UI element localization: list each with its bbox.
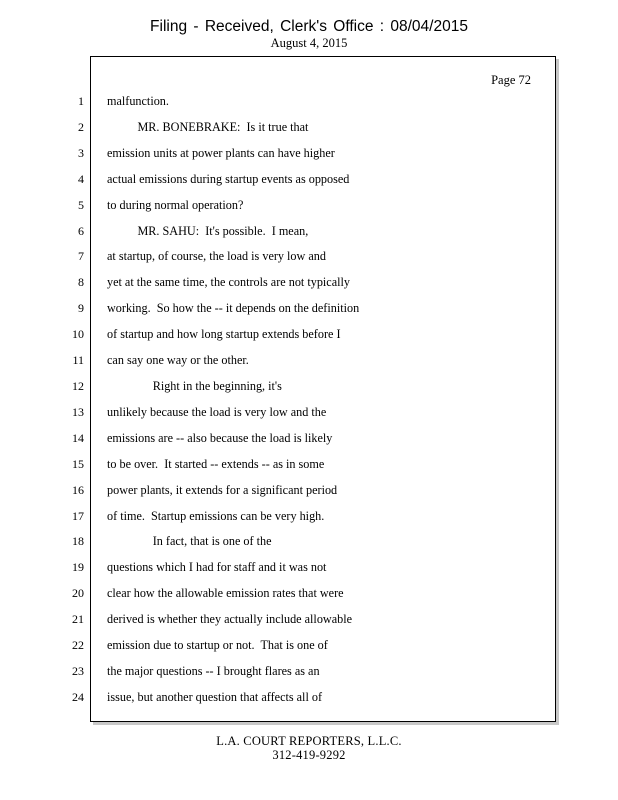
line-number: 5: [78, 197, 84, 212]
transcript-line: malfunction.: [107, 94, 169, 108]
line-number-column: [60, 93, 84, 715]
transcript-line: power plants, it extends for a significant period: [107, 482, 338, 497]
filing-stamp: [0, 18, 618, 50]
line-number: 3: [78, 145, 84, 160]
line-number: 1: [78, 94, 84, 108]
line-number: 16: [72, 482, 84, 497]
transcript-line: MR. BONEBRAKE: Is it true that: [107, 119, 309, 134]
court-reporter-phone: 312-419-9292: [272, 748, 346, 762]
transcript-line: Right in the beginning, it's: [107, 378, 282, 393]
transcript-line: derived is whether they actually include allowable: [107, 612, 353, 627]
transcript-line: of startup and how long startup extends before I: [107, 327, 341, 342]
line-number: 17: [72, 508, 84, 523]
line-number: 7: [78, 249, 84, 264]
line-number: 19: [72, 560, 84, 575]
reporter-footer: [0, 734, 618, 762]
transcript-line: MR. SAHU: It's possible. I mean,: [107, 223, 309, 238]
line-number: 15: [72, 456, 84, 471]
transcript-line: unlikely because the load is very low and the: [107, 404, 327, 419]
transcript-line: to during normal operation?: [107, 197, 244, 212]
transcript-line: yet at the same time, the controls are not typically: [107, 275, 350, 290]
line-number: 22: [72, 638, 84, 653]
line-number: 21: [72, 612, 84, 627]
transcript-line: emission units at power plants can have higher: [107, 145, 335, 160]
line-number: 18: [72, 534, 84, 549]
filing-received-header: Filing - Received, Clerk's Office : 08/04/2015: [150, 18, 468, 35]
transcript-line: actual emissions during startup events as opposed: [107, 171, 350, 186]
line-number: 12: [72, 378, 84, 393]
line-number: 8: [78, 275, 84, 290]
transcript-line: at startup, of course, the load is very low and: [107, 249, 326, 264]
line-number: 13: [72, 404, 84, 419]
transcript-line: clear how the allowable emission rates that were: [107, 586, 344, 601]
transcript-line: of time. Startup emissions can be very high.: [107, 508, 325, 523]
line-number: 20: [72, 586, 84, 601]
transcript-line: emissions are -- also because the load is likely: [107, 430, 333, 445]
line-number: 14: [72, 430, 84, 445]
line-number: 2: [78, 119, 84, 134]
transcript-line: working. So how the -- it depends on the definition: [107, 301, 360, 316]
transcript-line: In fact, that is one of the: [107, 534, 272, 549]
transcript-line: can say one way or the other.: [107, 353, 249, 368]
line-number: 11: [72, 353, 84, 368]
line-number: 6: [78, 223, 84, 238]
transcript-line: issue, but another question that affects all of: [107, 689, 323, 704]
transcript-text: [107, 93, 547, 715]
line-number: 24: [72, 689, 84, 704]
line-number: 9: [78, 301, 84, 316]
line-number: 23: [72, 663, 84, 678]
page-number: Page 72: [491, 73, 531, 87]
line-number: 4: [78, 171, 84, 186]
court-reporter-company: L.A. COURT REPORTERS, L.L.C.: [216, 734, 402, 748]
filing-date: August 4, 2015: [270, 36, 348, 50]
transcript-line: emission due to startup or not. That is one of: [107, 638, 328, 653]
transcript-line: the major questions -- I brought flares as an: [107, 663, 320, 678]
transcript-line: questions which I had for staff and it was not: [107, 560, 327, 575]
line-number: 10: [72, 327, 84, 342]
transcript-line: to be over. It started -- extends -- as in some: [107, 456, 325, 471]
